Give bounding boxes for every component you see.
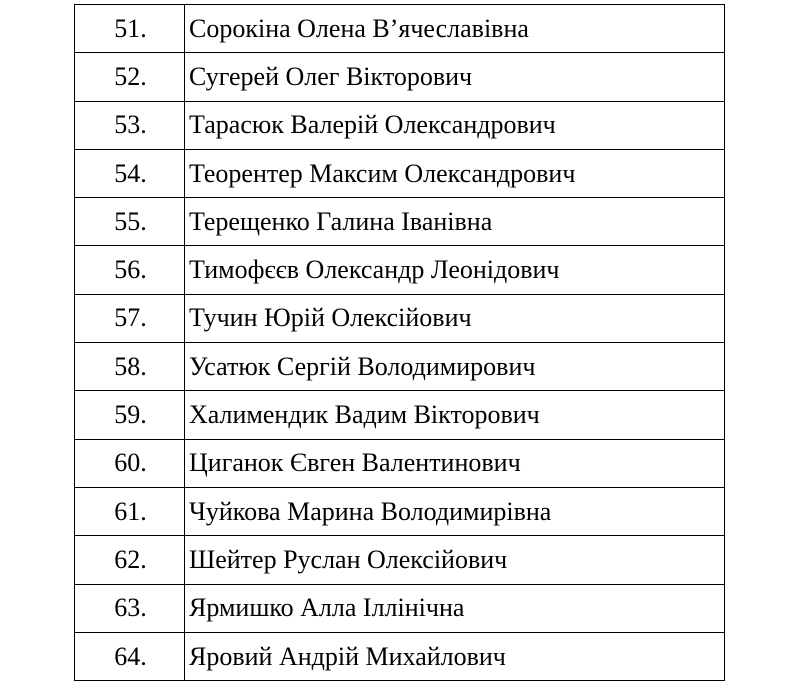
person-name: Чуйкова Марина Володимирівна [185,487,725,535]
person-name: Теорентер Максим Олександрович [185,149,725,197]
row-number: 62. [75,536,185,584]
person-name: Яровий Андрій Михайлович [185,632,725,680]
row-number: 51. [75,5,185,53]
table-row [75,439,725,487]
person-name: Тарасюк Валерій Олександрович [185,101,725,149]
person-name: Тучин Юрій Олексійович [185,294,725,342]
table-row [75,53,725,101]
row-number: 60. [75,439,185,487]
row-number: 57. [75,294,185,342]
table-row [75,487,725,535]
row-number: 58. [75,343,185,391]
table-row [75,198,725,246]
row-number: 52. [75,53,185,101]
table-row [75,149,725,197]
table-row [75,343,725,391]
row-number: 61. [75,487,185,535]
table-row [75,294,725,342]
table-row [75,246,725,294]
table-row [75,536,725,584]
row-number: 64. [75,632,185,680]
person-name: Сугерей Олег Вікторович [185,53,725,101]
row-number: 59. [75,391,185,439]
row-number: 56. [75,246,185,294]
roster-table [74,4,725,681]
row-number: 53. [75,101,185,149]
table-row [75,5,725,53]
table-row [75,391,725,439]
row-number: 63. [75,584,185,632]
table-row [75,632,725,680]
person-name: Циганок Євген Валентинович [185,439,725,487]
person-name: Терещенко Галина Іванівна [185,198,725,246]
person-name: Сорокіна Олена В’ячеславівна [185,5,725,53]
person-name: Тимофєєв Олександр Леонідович [185,246,725,294]
person-name: Усатюк Сергій Володимирович [185,343,725,391]
person-name: Шейтер Руслан Олексійович [185,536,725,584]
row-number: 54. [75,149,185,197]
person-name: Халимендик Вадим Вікторович [185,391,725,439]
table-row [75,101,725,149]
row-number: 55. [75,198,185,246]
table-row [75,584,725,632]
roster-body [75,5,725,681]
person-name: Ярмишко Алла Іллінічна [185,584,725,632]
